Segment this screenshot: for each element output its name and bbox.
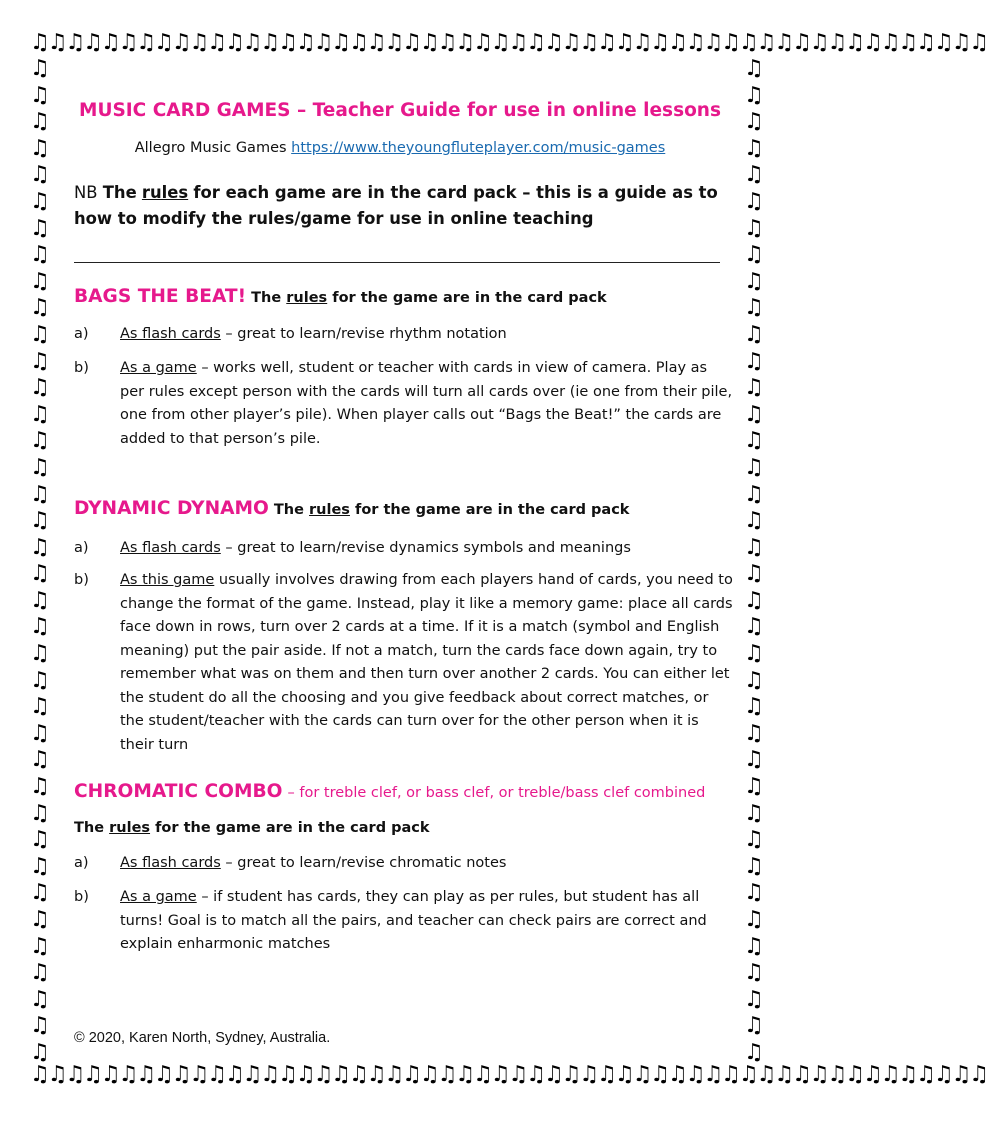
list-item: [74, 323, 734, 347]
nb-prefix: NB: [74, 183, 98, 202]
section-title: BAGS THE BEAT!: [74, 286, 247, 307]
item-label: b): [74, 360, 89, 376]
copyright-footer: © 2020, Karen North, Sydney, Australia.: [74, 1030, 331, 1046]
item-lead: As flash cards: [120, 855, 221, 871]
music-note-border-left: ♫♫♫♫♫♫♫♫♫♫♫♫♫♫♫♫♫♫♫♫♫♫♫♫♫♫♫♫♫♫♫♫♫♫♫♫♫♫: [30, 56, 50, 1065]
item-label: a): [74, 540, 89, 556]
divider-line: [74, 262, 720, 263]
list-item: [74, 886, 734, 957]
section-title: DYNAMIC DYNAMO: [74, 498, 269, 519]
nb-text: for each game are in the card pack – this is a guide as to how to modify the rules/game for use in online teaching: [74, 183, 718, 228]
item-text: – great to learn/revise rhythm notation: [220, 326, 507, 342]
section-heading-dynamic-dynamo: [74, 498, 734, 519]
item-text: – works well, student or teacher with cards in view of camera. Play as per rules except person with the cards will turn all cards over (ie one from their pile, one from other player’s pile). When player calls out “Bags the Beat!” the cards are added to that person’s pile.: [120, 360, 733, 447]
nb-note: [74, 180, 734, 232]
section-note-text: for the game are in the card pack: [355, 502, 630, 518]
item-lead: As flash cards: [120, 540, 221, 556]
item-text: – if student has cards, they can play as per rules, but student has all turns! Goal is to match all the pairs, and teacher can check pairs are correct and explain enharmonic matches: [120, 889, 707, 952]
section-heading-chromatic-combo: [74, 781, 734, 802]
item-label: a): [74, 855, 89, 871]
site-link[interactable]: https://www.theyoungfluteplayer.com/music-games: [291, 140, 666, 156]
page-title: MUSIC CARD GAMES – Teacher Guide for use in online lessons: [79, 100, 721, 121]
item-text: – great to learn/revise chromatic notes: [220, 855, 507, 871]
item-label: b): [74, 889, 89, 905]
list-item: [74, 569, 734, 757]
item-lead: As a game: [120, 889, 197, 905]
section-note-text: for the game are in the card pack: [332, 290, 607, 306]
item-lead: As a game: [120, 360, 197, 376]
section-title: CHROMATIC COMBO: [74, 781, 283, 802]
list-item: [74, 852, 734, 876]
site-credit: [0, 140, 800, 156]
section-note-rules: rules: [109, 820, 151, 836]
section-note: [74, 820, 734, 836]
item-text: usually involves drawing from each players hand of cards, you need to change the format of the game. Instead, play it like a memory game: place all cards face down in rows, turn over 2 cards at a time. If it is a match (symbol and English meaning) put the pair aside. If not a match, turn the cards face down again, try to remember what was on them and then turn over another 2 cards. You can either let the student do all the choosing and you give feedback about correct matches, or the student/teacher with the cards can turn over for the other person when it is their turn: [120, 572, 733, 753]
section-note-text: for the game are in the card pack: [155, 820, 430, 836]
music-note-border-bottom: ♫♫♫♫♫♫♫♫♫♫♫♫♫♫♫♫♫♫♫♫♫♫♫♫♫♫♫♫♫♫♫♫♫♫♫♫♫♫♫♫♫♫♫♫♫♫♫♫♫♫♫♫♫♫: [30, 1062, 987, 1087]
item-lead: As this game: [120, 572, 215, 588]
section-subtitle: – for treble clef, or bass clef, or treble/bass clef combined: [287, 785, 706, 801]
section-note-the: The: [273, 502, 304, 518]
section-heading-bags-the-beat: [74, 286, 734, 307]
nb-the: The: [102, 183, 137, 202]
item-label: b): [74, 572, 89, 588]
site-name: Allegro Music Games: [134, 140, 287, 156]
section-note-rules: rules: [309, 502, 350, 518]
section-note-the: The: [251, 290, 282, 306]
music-note-border-right: ♫♫♫♫♫♫♫♫♫♫♫♫♫♫♫♫♫♫♫♫♫♫♫♫♫♫♫♫♫♫♫♫♫♫♫♫♫♫: [744, 56, 764, 1065]
item-lead: As flash cards: [120, 326, 221, 342]
list-item: [74, 537, 734, 561]
section-note-rules: rules: [286, 290, 328, 306]
item-label: a): [74, 326, 89, 342]
nb-rules: rules: [141, 183, 189, 202]
music-note-border-top: ♫♫♫♫♫♫♫♫♫♫♫♫♫♫♫♫♫♫♫♫♫♫♫♫♫♫♫♫♫♫♫♫♫♫♫♫♫♫♫♫♫♫♫♫♫♫♫♫♫♫♫♫♫♫: [30, 30, 987, 55]
list-item: [74, 357, 734, 451]
item-text: – great to learn/revise dynamics symbols and meanings: [220, 540, 631, 556]
section-note-the: The: [74, 820, 105, 836]
